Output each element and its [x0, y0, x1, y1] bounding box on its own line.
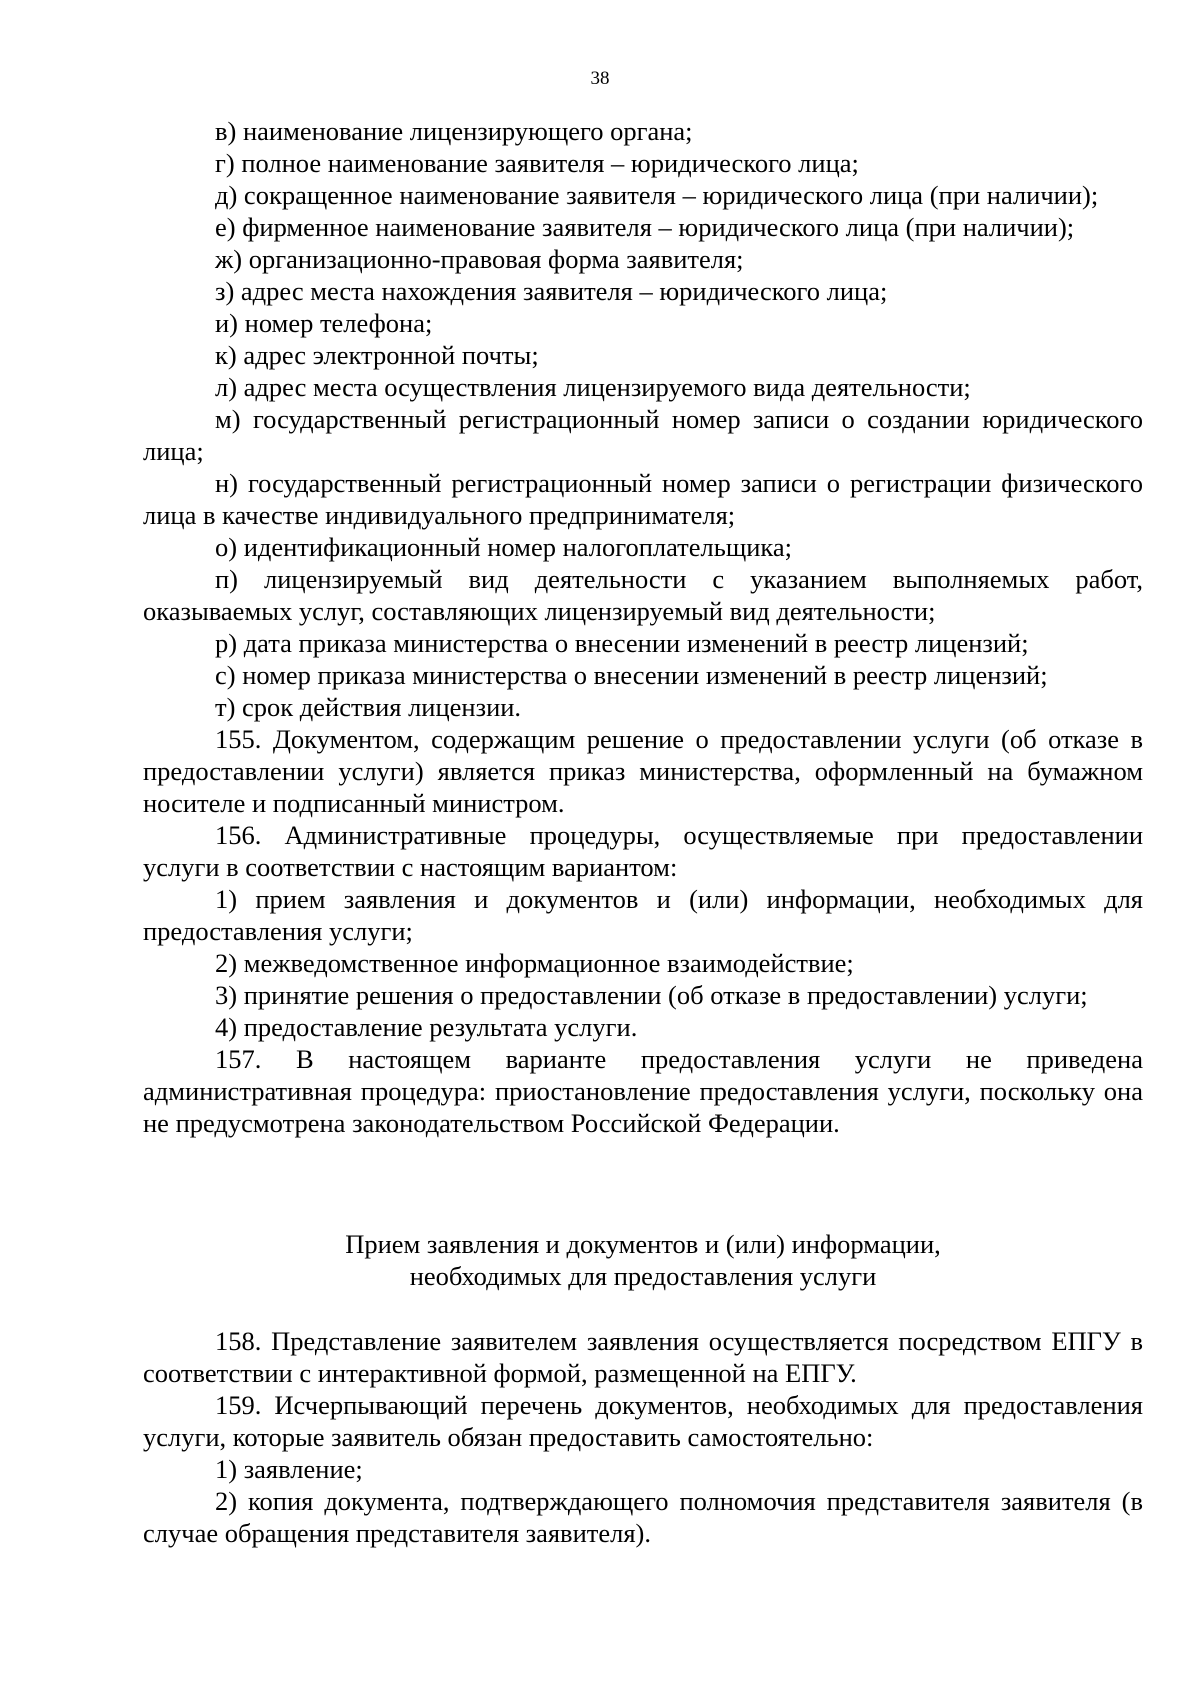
- paragraph-item-e: е) фирменное наименование заявителя – юридического лица (при наличии);: [215, 212, 1075, 242]
- paragraph-157: 157. В настоящем варианте предоставления услуги не приведена административная процедура: приостановление предоставления услуги, поскольку она не предусмотрена законодательством Российской Федерации.: [143, 1044, 1143, 1138]
- paragraph-item-v: в) наименование лицензирующего органа;: [215, 116, 693, 146]
- paragraph-item-r: р) дата приказа министерства о внесении изменений в реестр лицензий;: [215, 628, 1029, 658]
- paragraph-156-item-1: 1) прием заявления и документов и (или) информации, необходимых для предоставления услуги;: [143, 884, 1143, 946]
- paragraph-156: 156. Административные процедуры, осуществляемые при предоставлении услуги в соответствии с настоящим вариантом:: [143, 820, 1143, 882]
- paragraph-155: 155. Документом, содержащим решение о предоставлении услуги (об отказе в предоставлении услуги) является приказ министерства, оформленный на бумажном носителе и подписанный министром.: [143, 724, 1143, 818]
- paragraph-item-zh: ж) организационно-правовая форма заявителя;: [215, 244, 744, 274]
- paragraph-item-z: з) адрес места нахождения заявителя – юридического лица;: [215, 276, 888, 306]
- paragraph-item-p: п) лицензируемый вид деятельности с указанием выполняемых работ, оказываемых услуг, составляющих лицензируемый вид деятельности;: [143, 564, 1143, 626]
- paragraph-159: 159. Исчерпывающий перечень документов, необходимых для предоставления услуги, которые заявитель обязан предоставить самостоятельно:: [143, 1390, 1143, 1452]
- paragraph-158: 158. Представление заявителем заявления осуществляется посредством ЕПГУ в соответствии с интерактивной формой, размещенной на ЕПГУ.: [143, 1326, 1143, 1388]
- paragraph-item-g: г) полное наименование заявителя – юридического лица;: [215, 148, 859, 178]
- paragraph-item-s: с) номер приказа министерства о внесении изменений в реестр лицензий;: [215, 660, 1048, 690]
- page-number: 38: [590, 68, 610, 89]
- paragraph-item-i: и) номер телефона;: [215, 308, 433, 338]
- paragraph-156-item-3: 3) принятие решения о предоставлении (об отказе в предоставлении) услуги;: [215, 980, 1088, 1010]
- body-text-lower: [143, 1325, 1143, 1549]
- paragraph-item-o: о) идентификационный номер налогоплательщика;: [215, 532, 793, 562]
- paragraph-159-item-2: 2) копия документа, подтверждающего полномочия представителя заявителя (в случае обращения представителя заявителя).: [143, 1486, 1143, 1548]
- paragraph-156-item-4: 4) предоставление результата услуги.: [215, 1012, 638, 1042]
- paragraph-159-item-1: 1) заявление;: [215, 1454, 363, 1484]
- paragraph-item-k: к) адрес электронной почты;: [215, 340, 539, 370]
- section-heading: [143, 1228, 1143, 1292]
- paragraph-item-d: д) сокращенное наименование заявителя – юридического лица (при наличии);: [215, 180, 1099, 210]
- paragraph-156-item-2: 2) межведомственное информационное взаимодействие;: [215, 948, 854, 978]
- paragraph-item-n: н) государственный регистрационный номер записи о регистрации физического лица в качестве индивидуального предпринимателя;: [143, 468, 1143, 530]
- paragraph-item-t: т) срок действия лицензии.: [215, 692, 522, 722]
- paragraph-item-l: л) адрес места осуществления лицензируемого вида деятельности;: [215, 372, 971, 402]
- section-heading-line-2: необходимых для предоставления услуги: [409, 1261, 877, 1291]
- body-text-upper: [143, 115, 1143, 1139]
- paragraph-item-m: м) государственный регистрационный номер записи о создании юридического лица;: [143, 404, 1143, 466]
- section-heading-line-1: Прием заявления и документов и (или) информации,: [345, 1229, 941, 1259]
